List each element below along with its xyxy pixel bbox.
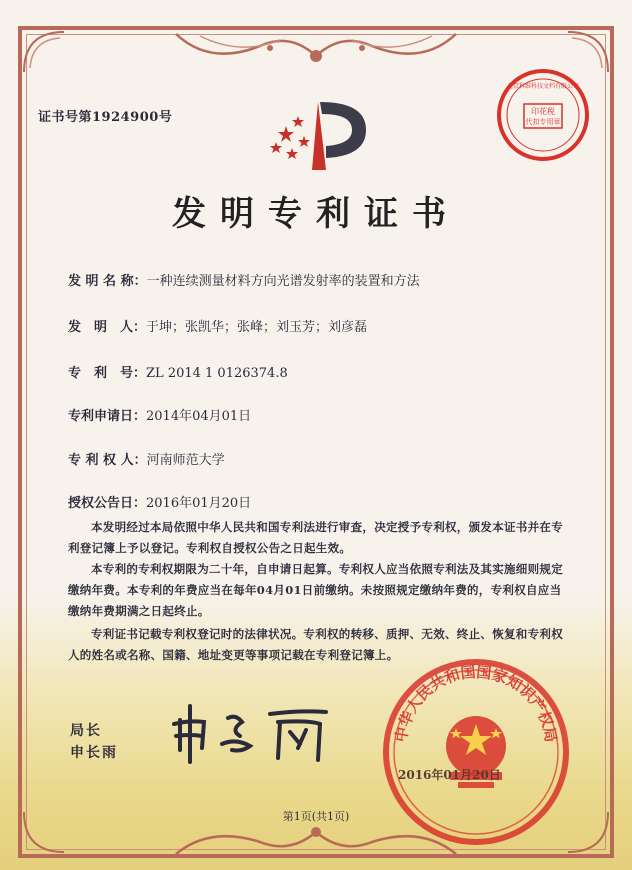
- field-value: 一种连续测量材料方向光谱发射率的装置和方法: [146, 274, 420, 289]
- corner-ornament-tl: [20, 28, 70, 78]
- page-number: 第1页(共1页): [282, 810, 350, 823]
- field-value: 于坤；张凯华；张峰；刘玉芳；刘彦磊: [146, 320, 368, 335]
- director-title: 局长: [70, 723, 102, 739]
- field-label: 专利申请日：: [68, 409, 147, 424]
- field-inventors: [68, 316, 367, 335]
- field-grant-date: [68, 492, 251, 511]
- field-value: 2014年04月01日: [146, 409, 252, 424]
- certificate-body: [68, 517, 568, 666]
- body-paragraph: 本发明经过本局依照中华人民共和国专利法进行审查，决定授予专利权，颁发本证书并在专利登记簿上予以登记。专利权自授权公告之日起生效。: [68, 520, 563, 555]
- field-label: 授权公告日：: [68, 496, 147, 511]
- svg-text:北京科维科技文档有限公司: 北京科维科技文档有限公司: [506, 83, 580, 90]
- page-title: 发明专利证书: [172, 194, 460, 234]
- svg-text:中华人民共和国国家知识产权局: 中华人民共和国国家知识产权局: [391, 663, 561, 744]
- field-patent-number: [68, 362, 288, 381]
- field-label: 专 利 号：: [68, 366, 147, 381]
- patent-office-logo-icon: [262, 96, 382, 174]
- seal-date: 2016年01月20日: [398, 768, 501, 782]
- svg-text:印花税: 印花税: [531, 107, 555, 116]
- field-label: 发 明 人：: [68, 320, 147, 335]
- certificate-number: 证书号第1924900号: [38, 110, 173, 125]
- svg-text:代扣专用章: 代扣专用章: [525, 118, 561, 126]
- director-name: 申长雨: [70, 745, 118, 761]
- field-label: 发 明 名 称：: [68, 274, 147, 289]
- field-patentee: [68, 449, 225, 468]
- field-invention-name: [68, 270, 420, 289]
- top-ornament: [170, 26, 462, 78]
- field-value: ZL 2014 1 0126374.8: [146, 366, 288, 381]
- field-value: 2016年01月20日: [146, 496, 252, 511]
- tax-stamp-icon: [494, 66, 592, 164]
- body-paragraph: 本专利的专利权期限为二十年，自申请日起算。专利权人应当依照专利法及其实施细则规定缴纳年费。本专利的年费应当在每年04月01日前缴纳。未按照规定缴纳年费的，专利权自应当缴纳年费期满之日起终止。: [68, 562, 563, 618]
- field-application-date: [68, 405, 251, 424]
- handwritten-signature: [170, 700, 340, 766]
- field-label: 专 利 权 人：: [68, 453, 147, 468]
- body-paragraph: 专利证书记载专利权登记时的法律状况。专利权的转移、质押、无效、终止、恢复和专利权人的姓名或名称、国籍、地址变更等事项记载在专利登记簿上。: [68, 627, 563, 662]
- field-value: 河南师范大学: [146, 453, 225, 468]
